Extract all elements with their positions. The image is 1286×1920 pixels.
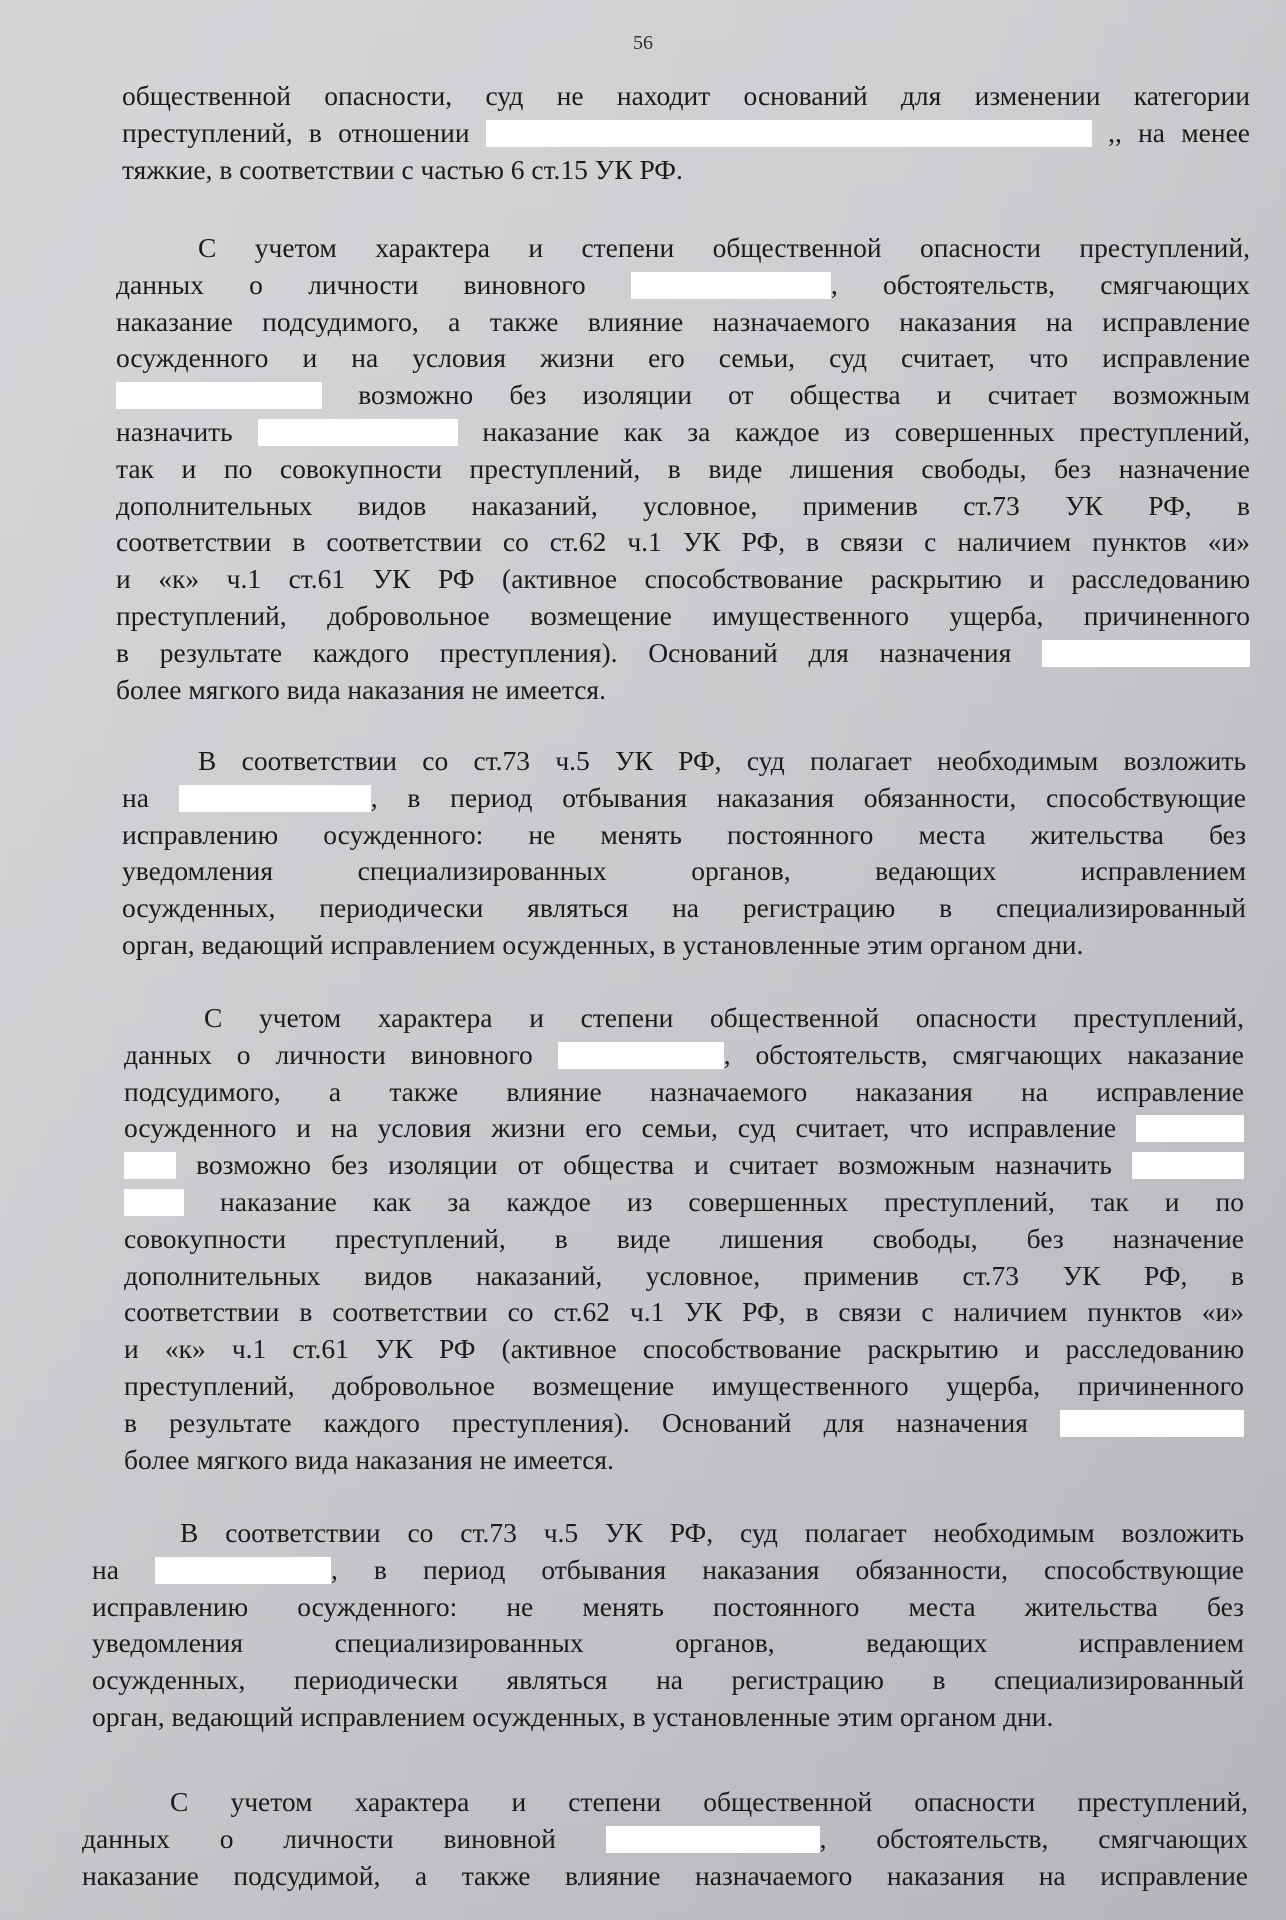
text-line [124, 1405, 1244, 1442]
text-line: осужденного и на условия жизни его семьи, суд считает, что исправление [116, 342, 1250, 374]
text-line [122, 780, 1246, 817]
text-segment: , обстоятельств, смягчающих [830, 268, 1251, 300]
text-line [92, 1552, 1244, 1589]
text-line [116, 414, 1250, 451]
text-line [82, 1821, 1248, 1858]
text-segment: возможно без изоляции от общества и считает возможным [358, 379, 1250, 411]
text-segment: ,, на менее [1108, 116, 1251, 148]
text-line: совокупности преступлений, в виде лишения свободы, без назначение [124, 1222, 1244, 1254]
text-line: подсудимого, а также влияние назначаемого наказания на исправление [124, 1075, 1244, 1107]
paragraph-category-change [122, 78, 1250, 188]
text-line: преступлений, добровольное возмещение имущественного ущерба, причиненного [116, 599, 1250, 631]
text-line [122, 115, 1250, 152]
text-line [116, 635, 1250, 672]
redaction-box [258, 419, 458, 446]
text-segment: , обстоятельств, смягчающих наказание [723, 1038, 1245, 1070]
redaction-box [1132, 1152, 1244, 1179]
text-segment: данных о личности виновной [82, 1822, 556, 1854]
text-line: более мягкого вида наказания не имеется. [116, 673, 606, 705]
text-line [116, 377, 1250, 414]
paragraph-sentence-reasoning-3 [82, 1784, 1248, 1894]
text-line: С учетом характера и степени общественной опасности преступлений, [204, 1002, 1244, 1033]
redaction-box [179, 785, 371, 812]
text-line: так и по совокупности преступлений, в виде лишения свободы, без назначение [116, 452, 1250, 484]
redaction-box [124, 1189, 184, 1216]
redaction-box [606, 1826, 820, 1853]
text-line: и «к» ч.1 ст.61 УК РФ (активное способствование раскрытию и расследованию [116, 563, 1250, 595]
text-segment: , в период отбывания наказания обязанности, способствующие [370, 781, 1246, 813]
paragraph-sentence-reasoning-2 [124, 1000, 1244, 1478]
redaction-box [124, 1152, 176, 1179]
text-line: В соответствии со ст.73 ч.5 УК РФ, суд полагает необходимым возложить [198, 745, 1246, 776]
page-number: 56 [633, 32, 653, 54]
text-line: общественной опасности, суд не находит оснований для изменении категории [122, 80, 1250, 111]
text-segment: , в период отбывания наказания обязанности, способствующие [331, 1553, 1244, 1585]
redaction-box [486, 120, 1092, 147]
redaction-box [155, 1557, 331, 1584]
redaction-box [1042, 640, 1250, 667]
text-line: исправлению осужденного: не менять постоянного места жительства без [92, 1590, 1244, 1622]
paragraph-sentence-reasoning [116, 230, 1250, 708]
text-line: орган, ведающий исправлением осужденных, в установленные этим органом дни. [122, 928, 1084, 960]
text-line [124, 1037, 1244, 1074]
text-line: В соответствии со ст.73 ч.5 УК РФ, суд полагает необходимым возложить [180, 1517, 1244, 1548]
text-line: соответствии в соответствии со ст.62 ч.1 УК РФ, в связи с наличием пунктов «и» [124, 1296, 1244, 1328]
text-line: и «к» ч.1 ст.61 УК РФ (активное способствование раскрытию и расследованию [124, 1333, 1244, 1365]
paragraph-obligations-2 [92, 1515, 1244, 1736]
text-line: орган, ведающий исправлением осужденных, в установленные этим органом дни. [92, 1700, 1054, 1732]
text-segment: в результате каждого преступления). Оснований для назначения [124, 1406, 1028, 1438]
text-segment: преступлений, в отношении [122, 116, 470, 148]
text-line [116, 267, 1250, 304]
redaction-box [1136, 1115, 1244, 1142]
text-segment: данных о личности виновного [124, 1038, 533, 1070]
text-line: наказание подсудимой, а также влияние назначаемого наказания на исправление [82, 1859, 1248, 1891]
text-line: тяжкие, в соответствии с частью 6 ст.15 УК РФ. [122, 153, 683, 185]
text-line: дополнительных видов наказаний, условное, применив ст.73 УК РФ, в [124, 1259, 1244, 1291]
text-line [124, 1147, 1244, 1184]
text-line: более мягкого вида наказания не имеется. [124, 1443, 614, 1475]
text-line: наказание подсудимого, а также влияние назначаемого наказания на исправление [116, 305, 1250, 337]
text-segment: наказание как за каждое из совершенных преступлений, [482, 415, 1250, 447]
text-segment: данных о личности виновного [116, 268, 586, 300]
text-line [124, 1184, 1244, 1221]
text-line [124, 1110, 1244, 1147]
redaction-box [631, 272, 831, 299]
text-segment: наказание как за каждое из совершенных преступлений, так и по [220, 1185, 1244, 1217]
text-segment: , обстоятельств, смягчающих [819, 1822, 1249, 1854]
redaction-box [116, 382, 322, 409]
text-segment: назначить [116, 415, 233, 447]
text-line: уведомления специализированных органов, ведающих исправлением [92, 1627, 1244, 1659]
text-line: преступлений, добровольное возмещение имущественного ущерба, причиненного [124, 1369, 1244, 1401]
text-line: исправлению осужденного: не менять постоянного места жительства без [122, 818, 1246, 850]
paragraph-obligations [122, 743, 1246, 964]
text-line: уведомления специализированных органов, ведающих исправлением [122, 855, 1246, 887]
text-segment: осужденного и на условия жизни его семьи, суд считает, что исправление [124, 1112, 1117, 1144]
text-line: осужденных, периодически являться на регистрацию в специализированный [122, 892, 1246, 924]
text-line: дополнительных видов наказаний, условное, применив ст.73 УК РФ, в [116, 489, 1250, 521]
text-line: С учетом характера и степени общественной опасности преступлений, [170, 1786, 1248, 1817]
text-segment: возможно без изоляции от общества и считает возможным назначить [196, 1149, 1112, 1181]
text-segment: на [122, 781, 149, 813]
text-segment: на [92, 1553, 119, 1585]
redaction-box [558, 1042, 724, 1069]
text-segment: в результате каждого преступления). Оснований для назначения [116, 636, 1012, 668]
text-line: С учетом характера и степени общественной опасности преступлений, [198, 232, 1250, 263]
text-line: соответствии в соответствии со ст.62 ч.1 УК РФ, в связи с наличием пунктов «и» [116, 526, 1250, 558]
redaction-box [1060, 1410, 1244, 1437]
text-line: осужденных, периодически являться на регистрацию в специализированный [92, 1664, 1244, 1696]
